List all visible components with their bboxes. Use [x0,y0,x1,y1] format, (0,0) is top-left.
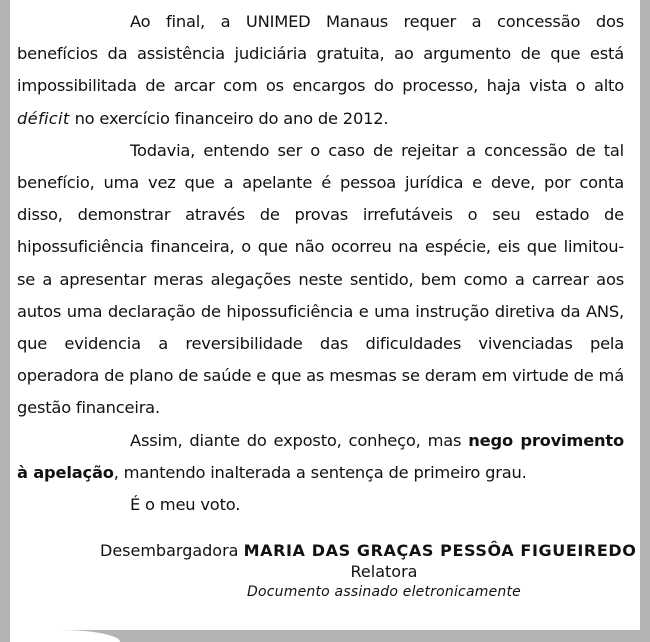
paragraph-text: no exercício financeiro do ano de 2012. [74,108,389,128]
signature-line [10,540,640,562]
italic-term: déficit [17,108,70,128]
paragraph-request [17,6,624,135]
signature-title: Desembargadora [100,541,239,560]
paragraph-decision [17,425,624,489]
paragraph-vote [17,489,624,521]
page-edge [10,630,120,642]
document-body [17,6,624,521]
paragraph-reasoning [17,135,624,425]
decision-bold: nego provimento à apelação [17,430,624,482]
signature-role: Relatora [350,562,418,581]
paragraph-text: , mantendo inalterada a sentença de primeiro grau. [113,462,527,482]
paragraph-text: Assim, diante do exposto, conheço, mas [130,430,462,450]
signature-note: Documento assinado eletronicamente [247,584,521,600]
paragraph-text: Ao final, a UNIMED Manaus requer a concessão dos benefícios da assistência judiciária gratuita, ao argumento de que está impossibilitada de arcar com os encargos do processo, haja vista o alto [17,12,624,96]
paragraph-text: Todavia, entendo ser o caso de rejeitar a concessão de tal benefício, uma vez que a apelante é pessoa jurídica e deve, por conta disso, demonstrar através de provas irrefutáveis o seu estado de hipossuficiência financeira, o que não ocorreu na espécie, eis que limitou-se a apresentar meras alegações neste sentido, bem como a carrear aos autos uma declaração de hipossuficiência e uma instrução diretiva da ANS, que evidencia a reversibilidade das dificuldades vivenciadas pela operadora de plano de saúde e que as mesmas se deram em virtude de má gestão financeira. [17,140,624,418]
paragraph-text: É o meu voto. [130,495,241,515]
document-page [10,0,640,630]
signature-name: MARIA DAS GRAÇAS PESSÔA FIGUEIREDO [243,541,637,560]
